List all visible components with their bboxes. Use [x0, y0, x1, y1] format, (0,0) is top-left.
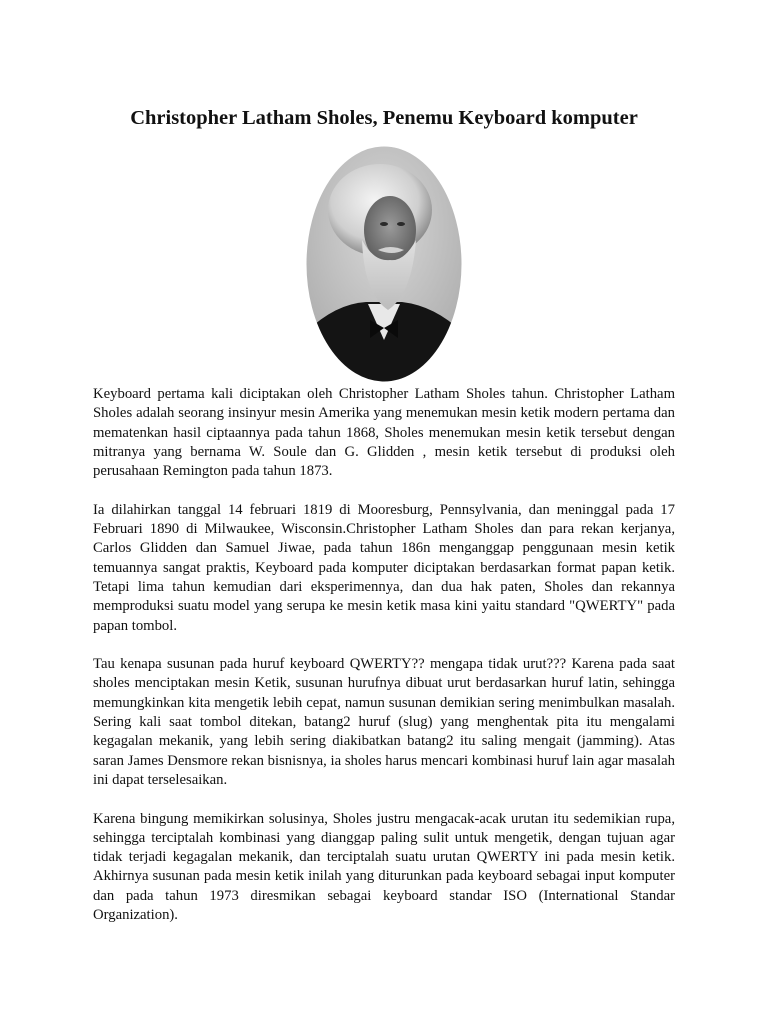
paragraph: Tau kenapa susunan pada huruf keyboard QWERTY?? mengapa tidak urut??? Karena pada saat sholes menciptakan mesin Ketik, susunan hurufnya dibuat urut berdasarkan huruf latin, sehingga memungkinkan kita mengetik lebih cepat, namun susunan demikian sering menimbulkan masalah. Sering kali saat tombol ditekan, batang2 huruf (slug) yang menghentak pita itu mengalami kegagalan mekanik, yang lebih sering diakibatkan batang2 itu saling mengait (jamming). Atas saran James Densmore rekan bisnisnya, ia sholes harus mencari kombinasi huruf lain agar masalah ini dapat terselesaikan.	[93, 656, 675, 788]
paragraph: Karena bingung memikirkan solusinya, Sholes justru mengacak-acak urutan itu sedemikian rupa, sehingga terciptalah kombinasi yang dianggap paling sulit untuk mengetik, dengan tujuan agar tidak terjadi kegagalan mekanik, dan terciptalah suatu urutan QWERTY ini pada mesin ketik. Akhirnya susunan pada mesin ketik inilah yang diturunkan pada keyboard sebagai input komputer dan pada tahun 1973 diresmikan sebagai keyboard standar ISO (International Standar Organization).	[93, 810, 675, 924]
portrait-photo	[304, 144, 464, 384]
paragraph: Keyboard pertama kali diciptakan oleh Christopher Latham Sholes tahun. Christopher Latham Sholes adalah seorang insinyur mesin Amerika yang menemukan mesin ketik modern pertama dan mematenkan hasil ciptaannya pada tahun 1868, Sholes menemukan mesin ketik tersebut dengan mitranya yang bernama W. Soule dan G. Glidden , mesin ketik tersebut di produksi oleh perusahaan Remington pada tahun 1873.	[93, 386, 675, 480]
document-title: Christopher Latham Sholes, Penemu Keyboard komputer	[130, 107, 638, 129]
document-body	[93, 385, 675, 945]
paragraph: Ia dilahirkan tanggal 14 februari 1819 di Mooresburg, Pennsylvania, dan meninggal pada 17 Februari 1890 di Milwaukee, Wisconsin.Christopher Latham Sholes dan para rekan kerjanya, Carlos Glidden dan Samuel Jiwae, pada tahun 186n menganggap penggunaan mesin ketik temuannya sangat praktis, Keyboard pada komputer diciptakan berdasarkan format papan ketik. Tetapi lima tahun kemudian dari eksperimennya, dan dua hak paten, Sholes dan rekannya memproduksi suatu model yang serupa ke mesin ketik masa kini yaitu standard "QWERTY" pada papan tombol.	[93, 501, 675, 634]
